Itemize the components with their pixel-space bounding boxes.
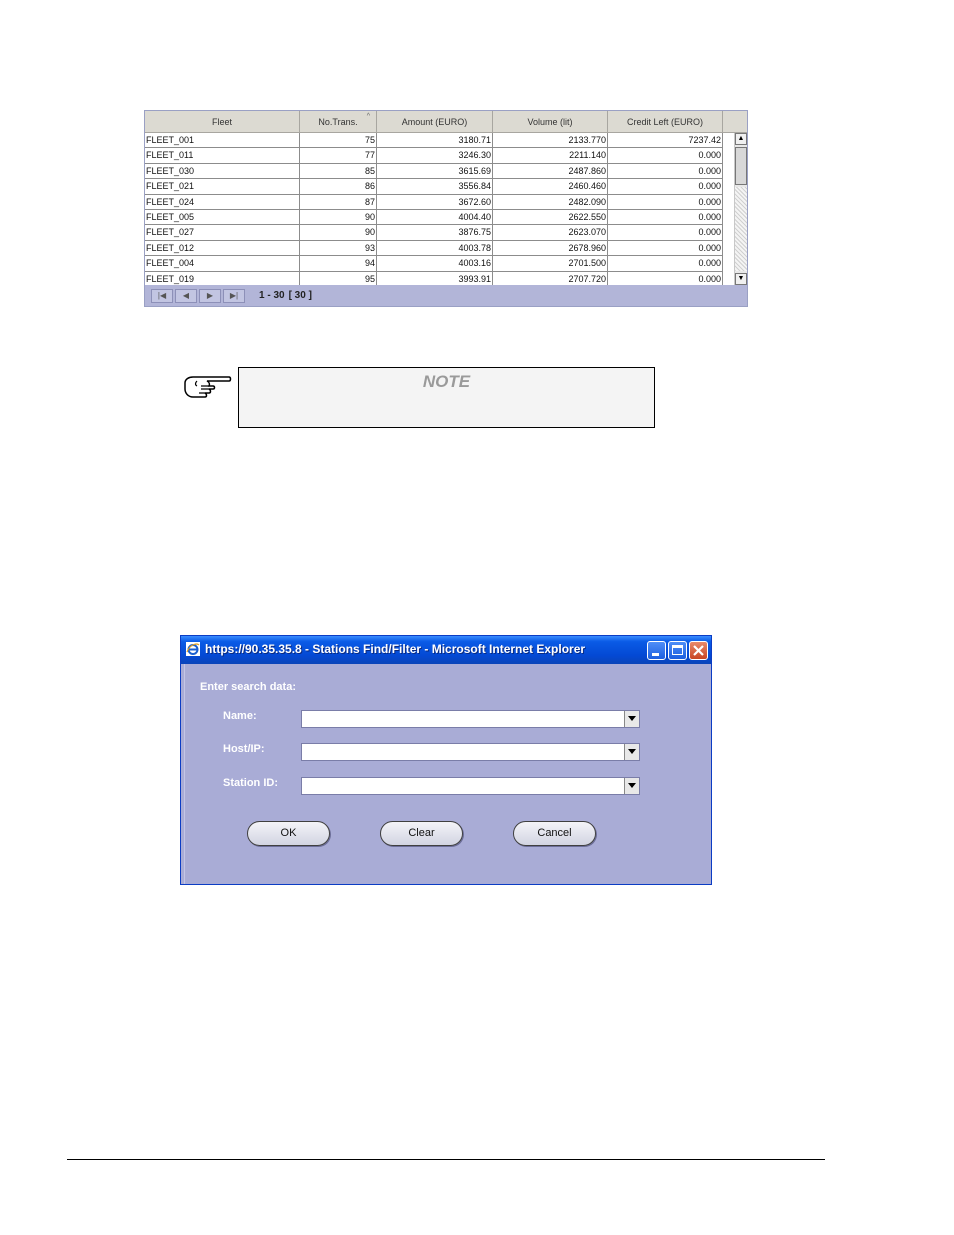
column-header-label: Volume (lit) bbox=[527, 116, 573, 127]
host-ip-combobox[interactable] bbox=[301, 743, 640, 761]
scrollbar-thumb[interactable] bbox=[735, 147, 747, 185]
name-dropdown-button[interactable] bbox=[624, 711, 639, 727]
table-row[interactable] bbox=[145, 164, 723, 179]
table-row[interactable] bbox=[145, 133, 723, 148]
table-cell: 2701.500 bbox=[493, 256, 608, 271]
pager-total: [ 30 ] bbox=[288, 290, 312, 301]
table-cell: 0.000 bbox=[608, 195, 723, 210]
last-page-icon[interactable]: ▶| bbox=[223, 289, 245, 303]
table-cell: 2133.770 bbox=[493, 133, 608, 148]
table-cell: 3556.84 bbox=[377, 179, 493, 194]
vertical-scrollbar[interactable] bbox=[734, 133, 747, 285]
station-id-dropdown-button[interactable] bbox=[624, 778, 639, 794]
footer-rule bbox=[67, 1159, 825, 1160]
table-cell: 4003.16 bbox=[377, 256, 493, 271]
station-id-label: Station ID: bbox=[223, 777, 278, 789]
table-cell: FLEET_030 bbox=[145, 164, 300, 179]
table-cell: 4003.78 bbox=[377, 241, 493, 256]
cancel-button[interactable]: Cancel bbox=[513, 821, 596, 846]
table-cell: 90 bbox=[300, 210, 377, 225]
table-cell: 3615.69 bbox=[377, 164, 493, 179]
sort-ascending-icon: ^ bbox=[366, 113, 370, 120]
scrollbar-track[interactable] bbox=[735, 187, 747, 271]
table-cell: FLEET_004 bbox=[145, 256, 300, 271]
table-cell: 0.000 bbox=[608, 225, 723, 240]
table-cell: 0.000 bbox=[608, 272, 723, 285]
column-header-fleet[interactable] bbox=[145, 111, 300, 133]
table-cell: 7237.42 bbox=[608, 133, 723, 148]
name-input[interactable] bbox=[302, 711, 630, 727]
window-title: https://90.35.35.8 - Stations Find/Filter - Microsoft Internet Explorer bbox=[205, 642, 586, 656]
table-cell: FLEET_001 bbox=[145, 133, 300, 148]
table-cell: 0.000 bbox=[608, 164, 723, 179]
window-titlebar[interactable] bbox=[181, 636, 711, 664]
column-header-amount[interactable] bbox=[377, 111, 493, 133]
maximize-button[interactable] bbox=[668, 641, 687, 660]
stations-find-filter-dialog bbox=[180, 635, 712, 885]
chevron-down-icon bbox=[628, 749, 636, 754]
table-cell: FLEET_021 bbox=[145, 179, 300, 194]
next-page-icon[interactable]: ▶ bbox=[199, 289, 221, 303]
maximize-icon bbox=[672, 645, 683, 655]
table-cell: 75 bbox=[300, 133, 377, 148]
column-header-label: Fleet bbox=[211, 116, 232, 127]
table-cell: FLEET_024 bbox=[145, 195, 300, 210]
table-cell: 3993.91 bbox=[377, 272, 493, 285]
station-id-combobox[interactable] bbox=[301, 777, 640, 795]
scroll-up-icon[interactable]: ▲ bbox=[735, 133, 747, 145]
internet-explorer-icon bbox=[186, 642, 200, 656]
table-cell: FLEET_005 bbox=[145, 210, 300, 225]
table-cell: 2487.860 bbox=[493, 164, 608, 179]
station-id-input[interactable] bbox=[302, 778, 630, 794]
table-row[interactable] bbox=[145, 272, 723, 285]
table-row[interactable] bbox=[145, 148, 723, 163]
table-cell: 2623.070 bbox=[493, 225, 608, 240]
name-combobox[interactable] bbox=[301, 710, 640, 728]
table-cell: 77 bbox=[300, 148, 377, 163]
search-prompt: Enter search data: bbox=[200, 681, 296, 693]
table-cell: FLEET_019 bbox=[145, 272, 300, 285]
ok-button[interactable]: OK bbox=[247, 821, 330, 846]
table-cell: 94 bbox=[300, 256, 377, 271]
table-cell: 2211.140 bbox=[493, 148, 608, 163]
table-cell: 95 bbox=[300, 272, 377, 285]
table-row[interactable] bbox=[145, 225, 723, 240]
host-ip-input[interactable] bbox=[302, 744, 630, 760]
fleet-table-panel bbox=[144, 110, 748, 307]
host-ip-dropdown-button[interactable] bbox=[624, 744, 639, 760]
table-row[interactable] bbox=[145, 179, 723, 194]
table-cell: 3246.30 bbox=[377, 148, 493, 163]
column-header-credit-left[interactable] bbox=[608, 111, 723, 133]
pagination-bar bbox=[145, 285, 747, 306]
clear-button[interactable]: Clear bbox=[380, 821, 463, 846]
minimize-icon bbox=[652, 653, 659, 656]
column-header-label: Amount (EURO) bbox=[401, 116, 468, 127]
table-cell: 0.000 bbox=[608, 148, 723, 163]
table-cell: 93 bbox=[300, 241, 377, 256]
column-header-label: Credit Left (EURO) bbox=[626, 116, 704, 127]
scroll-down-icon[interactable]: ▼ bbox=[735, 273, 747, 285]
host-ip-label: Host/IP: bbox=[223, 743, 265, 755]
table-cell: 0.000 bbox=[608, 256, 723, 271]
table-row[interactable] bbox=[145, 241, 723, 256]
minimize-button[interactable] bbox=[647, 641, 666, 660]
fleet-table-body bbox=[145, 133, 723, 285]
table-row[interactable] bbox=[145, 210, 723, 225]
chevron-down-icon bbox=[628, 716, 636, 721]
note-title: NOTE bbox=[422, 372, 471, 391]
close-icon bbox=[690, 642, 707, 659]
header-corner bbox=[723, 111, 747, 133]
table-cell: 2707.720 bbox=[493, 272, 608, 285]
table-cell: 3672.60 bbox=[377, 195, 493, 210]
table-cell: 87 bbox=[300, 195, 377, 210]
first-page-icon[interactable]: |◀ bbox=[151, 289, 173, 303]
close-button[interactable] bbox=[689, 641, 708, 660]
table-cell: FLEET_027 bbox=[145, 225, 300, 240]
dialog-body bbox=[184, 664, 708, 884]
fleet-table-header bbox=[145, 111, 723, 133]
table-row[interactable] bbox=[145, 195, 723, 210]
table-cell: 4004.40 bbox=[377, 210, 493, 225]
table-cell: 3876.75 bbox=[377, 225, 493, 240]
table-cell: 0.000 bbox=[608, 241, 723, 256]
table-row[interactable] bbox=[145, 256, 723, 271]
prev-page-icon[interactable]: ◀ bbox=[175, 289, 197, 303]
pointing-hand-icon bbox=[183, 373, 233, 401]
table-cell: 86 bbox=[300, 179, 377, 194]
table-cell: 2482.090 bbox=[493, 195, 608, 210]
table-cell: 2622.550 bbox=[493, 210, 608, 225]
column-header-volume[interactable] bbox=[493, 111, 608, 133]
table-cell: 2678.960 bbox=[493, 241, 608, 256]
note-box bbox=[238, 367, 655, 428]
pager-range: 1 - 30 bbox=[259, 290, 285, 301]
table-cell: 2460.460 bbox=[493, 179, 608, 194]
chevron-down-icon bbox=[628, 783, 636, 788]
table-cell: 3180.71 bbox=[377, 133, 493, 148]
table-cell: 90 bbox=[300, 225, 377, 240]
table-cell: 0.000 bbox=[608, 210, 723, 225]
column-header-label: No.Trans. bbox=[318, 116, 358, 127]
column-header-no-trans[interactable] bbox=[300, 111, 377, 133]
table-cell: 85 bbox=[300, 164, 377, 179]
table-cell: FLEET_012 bbox=[145, 241, 300, 256]
name-label: Name: bbox=[223, 710, 257, 722]
table-cell: 0.000 bbox=[608, 179, 723, 194]
table-cell: FLEET_011 bbox=[145, 148, 300, 163]
